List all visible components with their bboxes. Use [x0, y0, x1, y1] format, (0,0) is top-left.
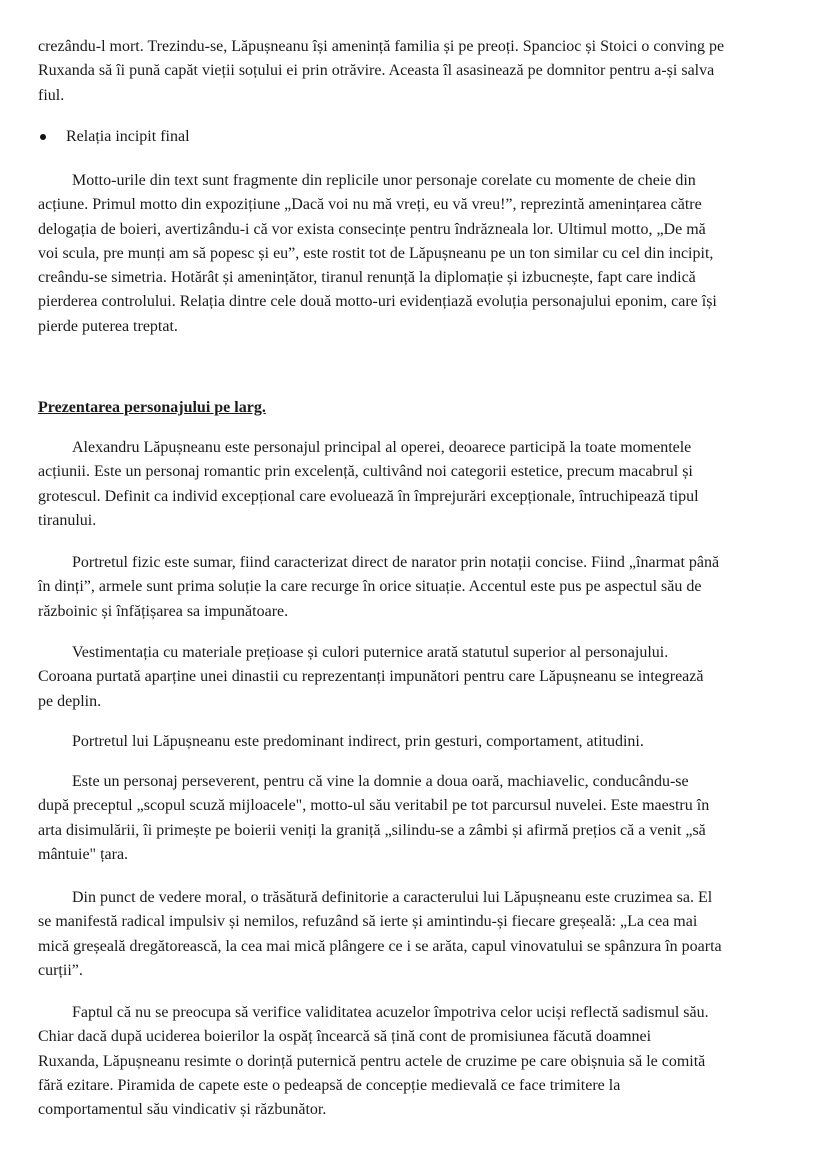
text-line: mică greșeală dregătorească, la cea mai mică plângere ce i se arăta, capul vinovatului se spânzura în poarta [38, 937, 722, 955]
text-line: delogația de boieri, avertizându-i că vor exista consecințe pentru îndrăzneala lor. Ultimul motto, „De mă [38, 220, 706, 238]
bullet-icon [40, 134, 46, 140]
text-line: curții”. [38, 961, 83, 979]
text-line: după preceptul „scopul scuză mijloacele", motto-ul său veritabil pe tot parcursul nuvelei. Este maestru în [38, 797, 710, 815]
paragraph [38, 886, 798, 983]
text-line: în dinți”, armele sunt prima soluție la care recurge în orice situație. Accentul este pus pe aspectul său de [38, 578, 702, 596]
text-line: pierderea controlului. Relația dintre cele două motto-uri evidențiază evoluția personajului eponim, care își [38, 293, 717, 311]
text-line: Ruxanda, Lăpușneanu resimte o dorință puternică pentru actele de cruzime pe care obișnuia să le comită [38, 1052, 706, 1070]
text-line: pe deplin. [38, 692, 102, 710]
text-line: arta disimulării, îi primește pe boierii veniți la graniță „silindu-se a zâmbi și afirmă prețios că a venit „să [38, 821, 706, 839]
paragraph [38, 1001, 798, 1122]
text-line: Ruxanda să îi pună capăt vieții soțului ei prin otrăvire. Aceasta îl asasinează pe domnitor pentru a-și salva [38, 62, 715, 80]
text-line: se manifestă radical impulsiv și nemilos, refuzând să ierte și amintindu-și fiecare greșeală: „La cea mai [38, 913, 698, 931]
paragraph [38, 641, 798, 714]
text-line: Coroana purtată aparține unei dinastii cu reprezentanți impunători pentru care Lăpușneanu se integrează [38, 668, 704, 686]
paragraph [38, 436, 798, 533]
text-line: Alexandru Lăpușneanu este personajul principal al operei, deoarece participă la toate momentele [72, 439, 692, 456]
bullet-item [40, 125, 800, 149]
text-line: voi scula, pre munți am să popesc și eu”, este rostit tot de Lăpușneanu pe un ton similar cu cel din incipit, [38, 244, 714, 262]
text-line: fără ezitare. Piramida de capete este o pedeapsă de concepție medievală ce face trimitere la [38, 1076, 621, 1094]
paragraph [38, 35, 798, 108]
text-line: Portretul fizic este sumar, fiind caracterizat direct de narator prin notații concise. Fiind „înarmat până [72, 554, 720, 571]
text-line: războinic și înfățișarea sa impunătoare. [38, 602, 289, 620]
text-line: crezându-l mort. Trezindu-se, Lăpușneanu își amenință familia și pe preoți. Spancioc și Stoici o conving pe [38, 38, 725, 55]
text-line: Vestimentația cu materiale prețioase și culori puternice arată statutul superior al personajului. [72, 644, 669, 661]
text-line: grotescul. Definit ca individ excepțional care evoluează în împrejurări excepționale, întruchipează tipul [38, 487, 699, 505]
text-line: Portretul lui Lăpușneanu este predominant indirect, prin gesturi, comportament, atitudini. [72, 733, 644, 750]
text-line: creându-se simetria. Hotărât și amenințător, tiranul renunță la diplomație și izbucnește, fapt care indică [38, 269, 696, 287]
heading-text: Prezentarea personajului pe larg. [38, 399, 266, 416]
text-line: acțiunii. Este un personaj romantic prin excelență, cultivând noi categorii estetice, precum macabrul și [38, 463, 693, 481]
section-heading [38, 396, 798, 420]
text-line: fiul. [38, 86, 65, 104]
text-line: comportamentul său vindicativ și răzbunător. [38, 1101, 327, 1119]
paragraph [38, 169, 798, 339]
bullet-text: Relația incipit final [66, 128, 190, 145]
text-line: mântuie" țara. [38, 845, 129, 863]
paragraph [38, 730, 798, 754]
text-line: acțiune. Primul motto din expozițiune „Dacă voi nu mă vreți, eu vă vreu!”, reprezintă amenințarea către [38, 196, 702, 214]
text-line: Faptul că nu se preocupa să verifice validitatea acuzelor împotriva celor uciși reflectă sadismul său. [72, 1004, 709, 1021]
text-line: Chiar dacă după uciderea boierilor la ospăț încearcă să țină cont de promisiunea făcută doamnei [38, 1028, 652, 1046]
paragraph [38, 770, 798, 867]
text-line: Din punct de vedere moral, o trăsătură definitorie a caracterului lui Lăpușneanu este cruzimea sa. El [72, 889, 713, 906]
text-line: pierde puterea treptat. [38, 317, 178, 335]
text-line: Motto-urile din text sunt fragmente din replicile unor personaje corelate cu momente de cheie din [72, 172, 696, 189]
text-line: tiranului. [38, 511, 97, 529]
text-line: Este un personaj perseverent, pentru că vine la domnie a doua oară, machiavelic, conducându-se [72, 773, 689, 790]
paragraph [38, 551, 798, 624]
